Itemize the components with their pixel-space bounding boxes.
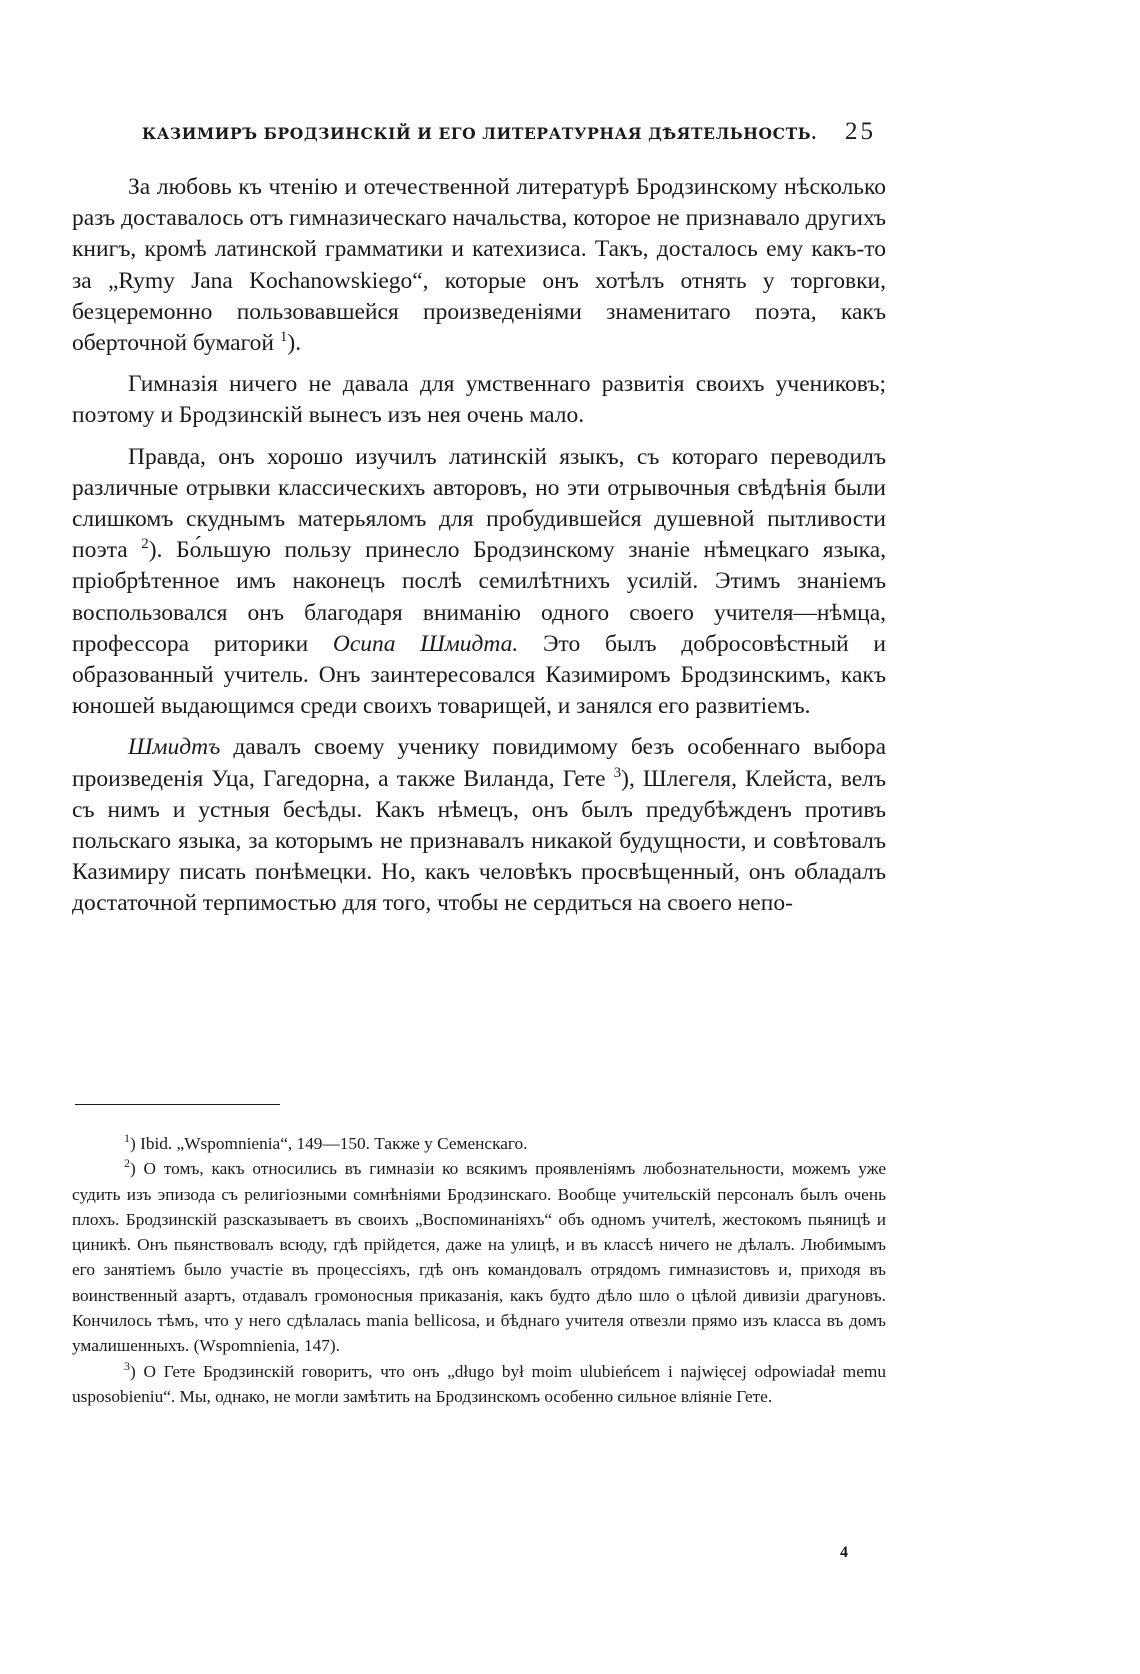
footnote-1-mark: 1: [124, 1130, 130, 1145]
page-number: 25: [845, 118, 876, 145]
paragraph-3: [72, 442, 886, 723]
paragraph-1-end: ).: [287, 330, 302, 357]
paragraph-3-text-c: Это былъ добросовѣстный и образованный учитель. Онъ заинтересовался Казимиромъ Бродзинскимъ, какъ юношей выдающимся среди своихъ товарищей, и занялся его развитіемъ.: [72, 630, 886, 720]
paragraph-4-text-a: давалъ своему ученику повидимому безъ особеннаго выбора произведенія Уца, Гагедорна, а также Виланда, Гете: [72, 734, 886, 792]
paragraph-2: Гимназія ничего не давала для умственнаго развитія своихъ учениковъ; поэтому и Бродзинскій вынесъ изъ нея очень мало.: [72, 371, 886, 429]
footnote-2: [72, 1156, 886, 1358]
paragraph-4-text-b: ), Шлегеля, Клейста, велъ съ нимъ и устныя бесѣды. Какъ нѣмецъ, онъ былъ предубѣжденъ противъ польскаго языка, за которымъ не признавалъ никакой будущности, и совѣтовалъ Казимиру писать понѣмецки. Но, какъ человѣкъ просвѣщенный, онъ обладалъ достаточной терпимостью для того, чтобы не сердиться на своего непо-: [72, 765, 887, 917]
running-title: КАЗИМИРЪ БРОДЗИНСКІЙ И ЕГО ЛИТЕРАТУРНАЯ ДѢЯТЕЛЬНОСТЬ.: [142, 124, 818, 143]
footnotes: [72, 1131, 886, 1409]
paragraph-3-name: Осипа Шмидта.: [332, 630, 519, 657]
footnote-3-mark: 3: [124, 1358, 130, 1373]
footnote-ref-2: 2: [141, 536, 149, 553]
paragraph-3-text-a: Правда, онъ хорошо изучилъ латинскій языкъ, съ котораго переводилъ различные отрывки классическихъ авторовъ, но эти отрывочныя свѣдѣнія были слишкомъ скуднымъ матерьяломъ для пробудившейся душевной пытливости поэта: [72, 443, 886, 564]
footnote-2-text: ) О томъ, какъ относились въ гимназіи ко всякимъ проявленіямъ любознательности, можемъ уже судить изъ эпизода съ религіозными сомнѣніями Бродзинскаго. Вообще учительскій персоналъ былъ очень плохъ. Бродзинскій разсказываетъ въ своихъ „Воспоминаніяхъ“ объ одномъ учителѣ, жестокомъ пьяницѣ и циникѣ. Онъ пьянствовалъ всюду, гдѣ прійдется, даже на улицѣ, и въ классѣ ничего не дѣлалъ. Любимымъ его занятіемъ было участіе въ процессіяхъ, гдѣ онъ командовалъ отрядомъ гимназистовъ и, приходя въ воинственный азартъ, отдавалъ громоносныя приказанія, какъ будто дѣло шло о цѣлой дивизіи драгуновъ. Кончилось тѣмъ, что у него сдѣлалась mania bellicosa, и бѣднаго учителя отвезли прямо изъ класса въ домъ умалишенныхъ. (Wspomnienia, 147).: [72, 1159, 886, 1356]
footnote-ref-3: 3: [613, 764, 622, 781]
paragraph-4-name: Шмидтъ: [128, 734, 221, 761]
footnote-3: [72, 1359, 886, 1410]
paragraph-1: [72, 172, 886, 359]
signature-mark: 4: [840, 1544, 848, 1561]
footnote-1: [72, 1131, 886, 1156]
footnote-divider: [75, 1104, 280, 1105]
paragraph-1-text: За любовь къ чтенію и отечественной литературѣ Бродзинскому нѣсколько разъ доставалось отъ гимназическаго начальства, которое не признавало другихъ книгъ, кромѣ латинской грамматики и катехизиса. Такъ, досталось ему какъ-то за „Rymy Jana Kochanowskiego“, которые онъ хотѣлъ отнять у торговки, безцеремонно пользовавшейся произведеніями знаменитаго поэта, какъ оберточной бумагой: [72, 174, 886, 357]
footnote-2-mark: 2: [124, 1156, 130, 1171]
paragraph-3-text-b: ). Бо́льшую пользу принесло Бродзинскому знаніе нѣмецкаго языка, пріобрѣтенное имъ наконецъ послѣ семилѣтнихъ усилій. Этимъ знаніемъ воспользовался онъ благодаря вниманію одного своего учителя—нѣмца, профессора риторики: [72, 537, 887, 657]
footnote-1-text: ) Ibid. „Wspomnienia“, 149—150. Также у Семенскаго.: [130, 1134, 528, 1153]
paragraph-4: [72, 732, 886, 919]
footnote-ref-1: 1: [279, 329, 288, 346]
running-head: [120, 118, 876, 148]
body-text: [72, 172, 886, 930]
footnote-3-text: ) О Гете Бродзинскій говоритъ, что онъ „długo był moim ulubieńcem i najwięcej odpowiadał memu usposobieniu“. Мы, однако, не могли замѣтить на Бродзинскомъ особенно сильное вліяніе Гете.: [72, 1361, 886, 1406]
